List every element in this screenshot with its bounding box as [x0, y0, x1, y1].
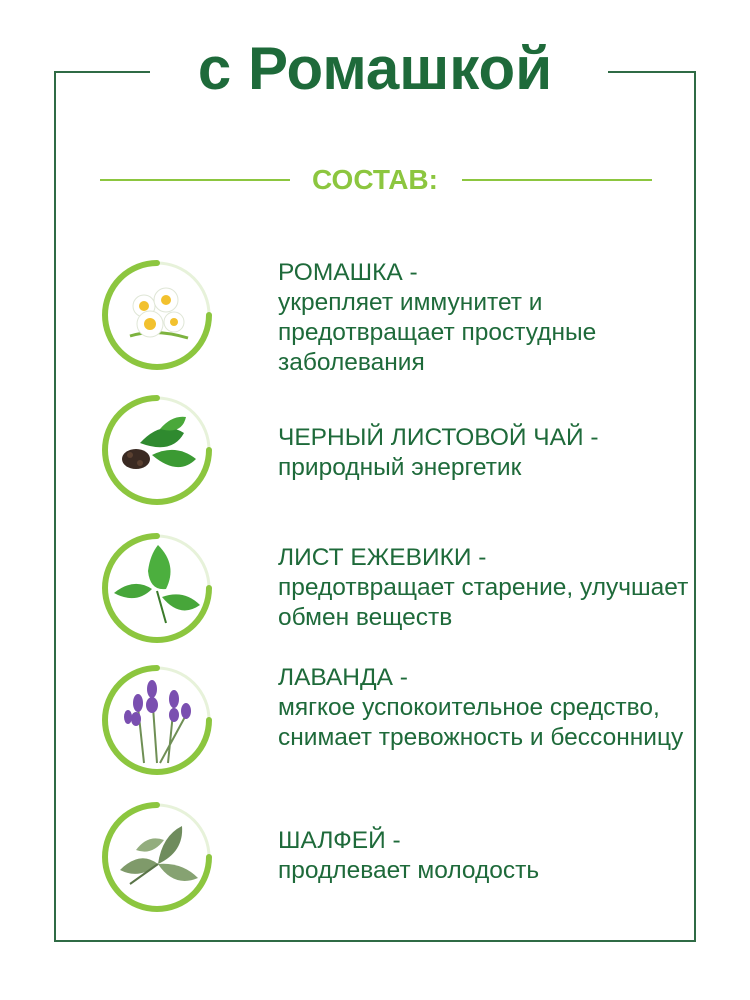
ingredient-name: ШАЛФЕЙ -	[278, 827, 401, 854]
lavender-icon	[100, 663, 214, 777]
ingredient-description: предотвращает старение, улучшает обмен веществ	[278, 574, 689, 631]
subtitle: СОСТАВ:	[312, 164, 438, 195]
ingredient-description: укрепляет иммунитет и предотвращает простудные заболевания	[278, 289, 597, 376]
page-title: с Ромашкой	[197, 35, 553, 102]
ingredient-name: ЛИСТ ЕЖЕВИКИ -	[278, 544, 487, 571]
black-tea-icon	[100, 393, 214, 507]
ingredient-description: природный энергетик	[278, 454, 522, 481]
subtitle-right-line	[462, 179, 652, 181]
ingredient-name: ЧЕРНЫЙ ЛИСТОВОЙ ЧАЙ -	[278, 424, 599, 451]
blackberry-leaf-icon	[100, 531, 214, 645]
ingredient-name: ЛАВАНДА -	[278, 664, 408, 691]
ingredient-description: продлевает молодость	[278, 857, 540, 884]
ingredient-name: РОМАШКА -	[278, 259, 418, 286]
sage-icon	[100, 800, 214, 914]
chamomile-icon	[100, 258, 214, 372]
ingredient-description: мягкое успокоительное средство, снимает тревожность и бессонницу	[278, 694, 684, 751]
